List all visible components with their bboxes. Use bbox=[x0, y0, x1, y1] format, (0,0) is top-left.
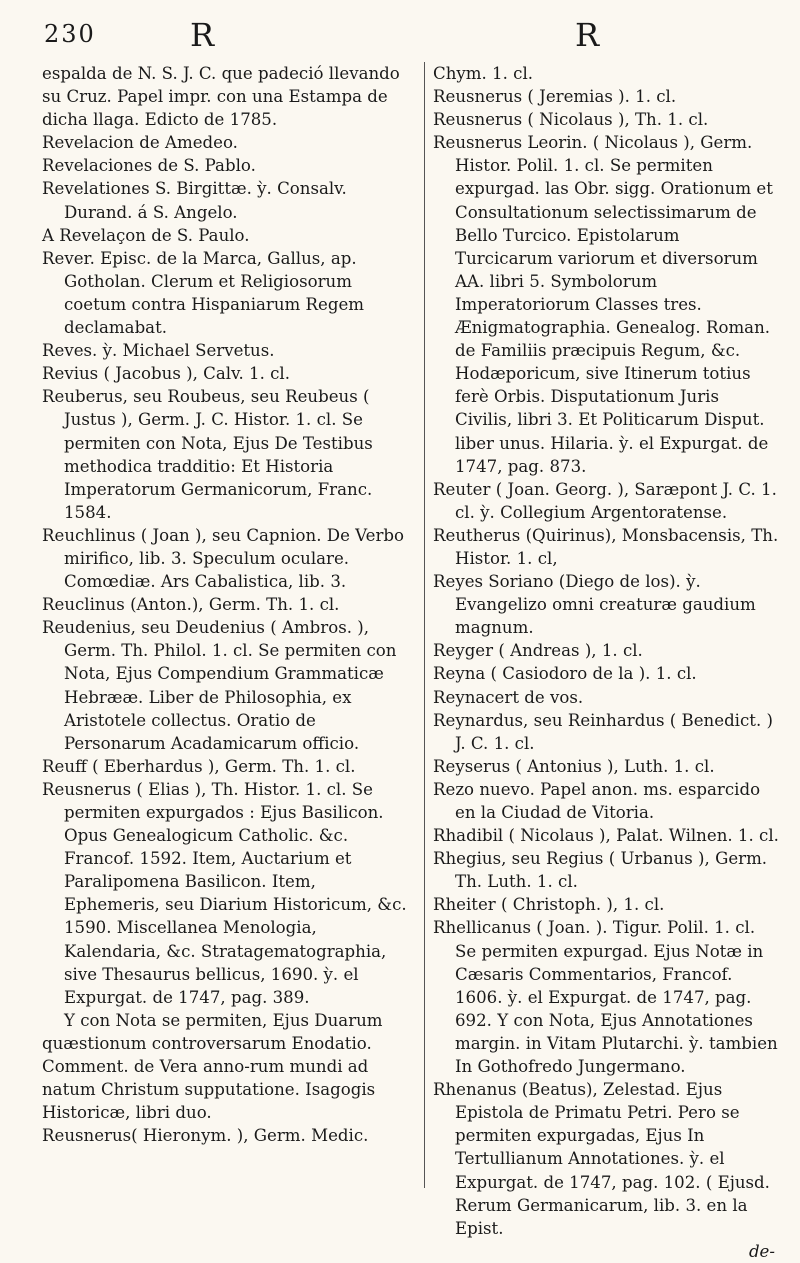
running-head-left: R bbox=[190, 16, 215, 54]
index-entry: Rhadibil ( Nicolaus ), Palat. Wilnen. 1. cl. bbox=[433, 826, 779, 846]
index-entry: Reusnerus ( Jeremias ). 1. cl. bbox=[433, 87, 677, 107]
index-entry: Chym. 1. cl. bbox=[433, 64, 534, 83]
running-head-right: R bbox=[575, 16, 600, 54]
index-entry: Reuchlinus ( Joan ), seu Capnion. De Verbo mirifico, lib. 3. Speculum oculare. Comœdiæ. Ars Cabalistica, lib. 3. bbox=[42, 525, 404, 592]
index-entry: A Revelaçon de S. Paulo. bbox=[42, 225, 250, 245]
index-entry: Reves. ỳ. Michael Servetus. bbox=[42, 341, 275, 361]
index-entry: Revius ( Jacobus ), Calv. 1. cl. bbox=[42, 364, 291, 384]
index-entry: Reuter ( Joan. Georg. ), Saræpont J. C. 1. cl. ỳ. Collegium Argentoratense. bbox=[433, 479, 777, 522]
index-entry: Reusnerus( Hieronym. ), Germ. Medic. bbox=[42, 1126, 369, 1146]
index-entry: Rhegius, seu Regius ( Urbanus ), Germ. Th. Luth. 1. cl. bbox=[433, 849, 768, 892]
index-entry: Reusnerus Leorin. ( Nicolaus ), Germ. Histor. Polil. 1. cl. Se permiten expurgad. las Obr. sigg. Orationum et Consultationum selectissimarum de Bello Turcico. Epistolarum Turcicarum variorum et diversorum AA. libri 5. Symbolorum Imperatoriorum Classes tres. Ænigmatographia. Genealog. Roman. de Familiis præcipuis Regum, &c. Hodæporicum, sive Itinerum totius ferè Orbis. Disputationum Juris Civilis, libri 3. Et Politicarum Disput. liber unus. Hilaria. ỳ. el Expurgat. de 1747, pag. 873. bbox=[433, 133, 773, 476]
index-entry: Reuff ( Eberhardus ), Germ. Th. 1. cl. bbox=[42, 756, 356, 776]
index-entry: Reuberus, seu Roubeus, seu Reubeus ( Justus ), Germ. J. C. Histor. 1. cl. Se permiten con Nota, Ejus De Testibus methodica tradditio: Et Historia Imperatorum Germanicorum, Franc. 1584. bbox=[42, 387, 373, 522]
index-entry: Rhenanus (Beatus), Zelestad. Ejus Epistola de Primatu Petri. Pero se permiten expurgadas, Ejus In Tertullianum Annotationes. ỳ. el Expurgat. de 1747, pag. 102. ( Ejusd. Rerum Germanicarum, lib. 3. en la Epist. bbox=[433, 1080, 770, 1238]
index-entry: Reusnerus ( Nicolaus ), Th. 1. cl. bbox=[433, 110, 709, 130]
index-entry: Reynardus, seu Reinhardus ( Benedict. ) J. C. 1. cl. bbox=[433, 710, 773, 753]
right-column bbox=[424, 62, 779, 1261]
index-entry: Reyger ( Andreas ), 1. cl. bbox=[433, 641, 643, 661]
index-entry: Rever. Episc. de la Marca, Gallus, ap. Gotholan. Clerum et Religiosorum coetum contra Hispaniarum Regem declamabat. bbox=[42, 248, 365, 338]
index-entry: Rheiter ( Christoph. ), 1. cl. bbox=[433, 895, 665, 915]
index-entry: Y con Nota se permiten, Ejus Duarum quæstionum controversarum Enodatio. Comment. de Vera anno-rum mundi ad natum Christum supputatione. Isagogis Historicæ, libri duo. bbox=[42, 1010, 383, 1123]
index-entry: Reynacert de vos. bbox=[433, 687, 584, 707]
index-entry: Rhellicanus ( Joan. ). Tigur. Polil. 1. cl. Se permiten expurgad. Ejus Notæ in Cæsaris Commentarios, Francof. 1606. ỳ. el Expurgat. de 1747, pag. 692. Y con Nota, Ejus Annotationes margin. in Vitam Plutarchi. ỳ. tambien In Gothofredo Jungermano. bbox=[433, 918, 778, 1077]
index-entry: Reyes Soriano (Diego de los). ỳ. Evangelizo omni creaturæ gaudium magnum. bbox=[433, 572, 756, 638]
index-entry: Reyna ( Casiodoro de la ). 1. cl. bbox=[433, 664, 697, 684]
catchword: de- bbox=[748, 1241, 775, 1261]
index-entry: Reyserus ( Antonius ), Luth. 1. cl. bbox=[433, 756, 715, 776]
index-entry: Rezo nuevo. Papel anon. ms. esparcido en la Ciudad de Vitoria. bbox=[433, 779, 761, 822]
index-entry: Reuclinus (Anton.), Germ. Th. 1. cl. bbox=[42, 595, 340, 615]
index-entry: Revelacion de Amedeo. bbox=[42, 133, 238, 153]
index-entry: Reudenius, seu Deudenius ( Ambros. ), Germ. Th. Philol. 1. cl. Se permiten con Nota, Ejus Compendium Grammaticæ Hebrææ. Liber de Philosophia, ex Aristotele collectus. Oratio de Personarum Acadamicarum officio. bbox=[42, 618, 397, 753]
index-entry: Reusnerus ( Elias ), Th. Histor. 1. cl. Se permiten expurgados : Ejus Basilicon. Opus Genealogicum Catholic. &c. Francof. 1592. Item, Auctarium et Paralipomena Basilicon. Item, Ephemeris, seu Diarium Historicum, &c. 1590. Miscellanea Menologia, Kalendaria, &c. Stratagematographia, sive Thesaurus bellicus, 1690. ỳ. el Expurgat. de 1747, pag. 389. bbox=[42, 779, 407, 1007]
page-number: 230 bbox=[44, 20, 96, 48]
index-entry: Revelationes S. Birgittæ. ỳ. Consalv. Durand. á S. Angelo. bbox=[42, 179, 347, 222]
index-entry: Reutherus (Quirinus), Monsbacensis, Th. Histor. 1. cl, bbox=[433, 525, 779, 568]
index-entry: espalda de N. S. J. C. que padeció llevando su Cruz. Papel impr. con una Estampa de dicha llaga. Edicto de 1785. bbox=[42, 64, 400, 130]
index-entry: Revelaciones de S. Pablo. bbox=[42, 156, 256, 176]
left-column bbox=[42, 62, 414, 1188]
